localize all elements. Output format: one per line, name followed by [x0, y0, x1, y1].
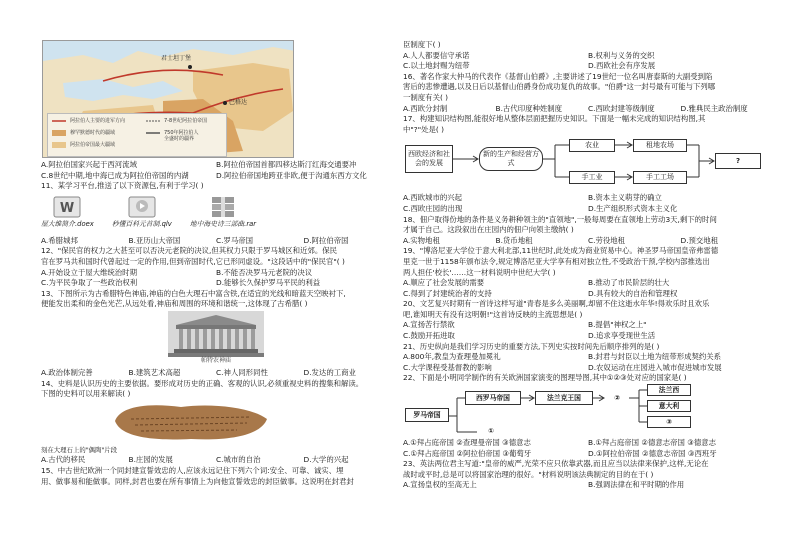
file-name: 地中海史诗三部曲.rar — [189, 219, 257, 228]
option[interactable]: A.宣扬皇权的至高无上 — [403, 480, 477, 490]
option[interactable]: A.政治体制完善 — [41, 367, 93, 377]
option[interactable]: B.权利与义务的交织 — [588, 50, 655, 60]
knowledge-structure-diagram — [403, 137, 773, 191]
europe-evolution-diagram — [403, 386, 773, 436]
option[interactable]: C.西欧庄园的出现 — [403, 203, 463, 213]
q22-options-row1 — [403, 438, 773, 449]
q16-line: 一制度有关( ) — [403, 92, 449, 102]
q19-options-row1 — [403, 278, 773, 289]
option[interactable]: B.①拜占庭帝国 ②德意志帝国 ③德意志 — [588, 438, 717, 448]
option[interactable]: B.货币地租 — [495, 235, 533, 245]
q15-line: 用、做事易和能做事。同样,封君也要在所有事情上为向他宣誓效忠的封臣做事。这说明在封君封 — [41, 476, 354, 486]
option[interactable]: A.西欧城市的兴起 — [403, 193, 463, 203]
temple-photo — [41, 311, 391, 367]
q16-line: 16、著名作家大仲马的代表作《基督山伯爵》,主要讲述了19世纪一位名叫唐泰斯的大副受到陷 — [403, 71, 713, 81]
box-factory: 手工工场 — [633, 171, 687, 184]
marker-3: ③ — [647, 416, 691, 428]
option[interactable]: B.不能否决罗马元老院的决议 — [216, 267, 313, 277]
q14-line: 下图的史料可以用来解读( ) — [41, 389, 131, 399]
q23-line: 战时或平时,总是可以将国家治理的很好。"材料说明该法典制定的目的在于( ) — [403, 469, 654, 479]
q19-line: 19、"博洛尼亚大学位于意大利北部,11世纪时,此处成为商业贸易中心。神圣罗马帝国皇帝弗雷德 — [403, 246, 719, 256]
option[interactable]: D.阿拉伯帝国地跨亚非欧,便于沟通东西方文化 — [216, 170, 367, 180]
q15-line: 15、中古世纪欧洲一个同封建宣誓效忠的人,应该永远记住下列六个词:安全、可靠、诚实、埋 — [41, 465, 344, 475]
option[interactable]: D.雅典民主政治制度 — [680, 103, 748, 113]
q23-line: 23、英法两位君主写道:"皇帝的威严,光荣不应只依靠武器,而且应当以法律来保护,这样,无论在 — [403, 459, 709, 469]
option[interactable]: B.建筑艺术高超 — [128, 367, 181, 377]
q20-options-row2 — [403, 331, 773, 342]
map-legend — [47, 113, 227, 157]
video-file-icon — [124, 194, 160, 220]
option[interactable]: B.阿拉伯帝国首都四移达斯汀红海交通要冲 — [216, 160, 357, 169]
box-farm: 租地农场 — [633, 139, 687, 152]
q12-line: 官在罗马共和国时代曾起过一定的作用,但到帝国时代,它已形同虚设。"这段话中的"保民官"( ) — [41, 256, 345, 266]
option[interactable]: C.城市的自治 — [216, 455, 261, 465]
legend-item: 7-8世纪阿拉伯帝国 — [164, 118, 208, 124]
option[interactable]: D.具有较大的自治和管理权 — [588, 288, 678, 298]
map-label-constantinople: 君士坦丁堡 — [161, 55, 192, 62]
q11-resource-files — [41, 194, 391, 236]
q11-options — [41, 236, 391, 247]
q12-options-row1 — [41, 268, 391, 279]
q16-line: 害后的悲惨遭遇,以及日后以基督山伯爵身份成功复仇的故事。"伯爵"这一封号最有可能与下列哪 — [403, 82, 716, 92]
option[interactable]: B.强调法律在和平时期的作用 — [588, 480, 685, 490]
arab-empire-map — [42, 40, 294, 158]
file-name: 秒懂百科元首制.qlv — [111, 219, 172, 228]
option[interactable]: C.①拜占庭帝国 ②阿拉伯帝国 ③葡萄牙 — [403, 448, 532, 458]
option[interactable]: B.庄园的发展 — [128, 455, 173, 465]
q16-options — [403, 104, 773, 115]
q10-options-row2 — [41, 171, 391, 182]
option[interactable]: A.实物地租 — [403, 235, 440, 245]
option[interactable]: B.推动了市民阶层的壮大 — [588, 278, 670, 288]
box-agriculture: 农业 — [569, 139, 615, 152]
q18-line: 18、佃户取得份地的条件是义务耕种领主的"直领地",一般每周要在直领地上劳动3天,剩下的时间 — [403, 214, 717, 224]
q19-options-row2 — [403, 289, 773, 300]
legend-item: 穆罕默德时代的疆域 — [70, 130, 116, 136]
option[interactable]: B.提倡"神权之上" — [588, 320, 647, 330]
option[interactable]: D.阿拉伯帝国 — [303, 235, 349, 245]
option[interactable]: A.800年,教皇为查理曼加冕礼 — [403, 352, 501, 362]
option[interactable]: B.古代印度种姓制度 — [495, 103, 563, 113]
q17-line: 中"?"处是( ) — [403, 124, 445, 134]
option[interactable]: A.希腊城邦 — [41, 235, 78, 245]
q20-options-row1 — [403, 320, 773, 331]
option[interactable]: A.①拜占庭帝国 ②查理曼帝国 ③德意志 — [403, 438, 531, 448]
option[interactable]: A.宣扬苦行禁欲 — [403, 320, 455, 330]
box-france: 法兰西 — [647, 384, 691, 396]
option[interactable]: C.西欧封建等级制度 — [588, 103, 655, 113]
q12-line: 12、"保民官的权力之大甚至可以否决元老院的决议,但其权力只限于罗马城区和近郊。保民 — [41, 246, 338, 256]
option[interactable]: C.大学课程受基督教的影响 — [403, 362, 492, 372]
file-word[interactable] — [41, 194, 94, 236]
map-label-baghdad: 巴格达 — [229, 99, 248, 106]
legend-item: 全盛时的疆界 — [164, 136, 195, 142]
q21-options-row1 — [403, 352, 773, 363]
temple-caption: 帕特农神庙 — [200, 356, 231, 364]
option[interactable]: C.8世纪中期,地中海已成为阿拉伯帝国的内湖 — [41, 170, 189, 180]
parthenon-image — [168, 311, 264, 357]
box-roman-empire: 罗马帝国 — [405, 408, 449, 422]
option[interactable]: A.古代的移民 — [41, 455, 86, 465]
option[interactable]: A.人人都要信守承诺 — [403, 50, 470, 60]
q13-line: 13、下图所示为古希腊特色神庙,神庙的白色大理石中富含铁,在适宜的光线和暗蓝天空映衬下, — [41, 288, 346, 298]
q22-options-row2 — [403, 449, 773, 460]
option[interactable]: D.农奴运动在庄园进入城市促进城市发展 — [588, 362, 722, 372]
q14-options — [41, 455, 391, 466]
q18-line: 才属于自己。这段叙出在庄园内的佃户向领主缴纳( ) — [403, 225, 574, 235]
q19-line: 两人担任'校长'……这一材料说明中世纪大学( ) — [403, 267, 556, 277]
option[interactable]: C.神人同形同性 — [216, 367, 268, 377]
option[interactable]: C.以土地封赐为纽带 — [403, 61, 470, 71]
q15-continued: 臣制度下( ) — [403, 40, 441, 49]
option[interactable]: D.生产组织形式资本主义化 — [588, 203, 678, 213]
option[interactable]: B.资本主义萌芽的确立 — [588, 193, 662, 203]
box-new-mode: 新的生产和经营方式 — [479, 147, 543, 171]
q11-stem: 11、某学习平台,推送了以下资源包,有利于学习( ) — [41, 181, 204, 191]
box-question: ? — [715, 153, 761, 169]
option[interactable]: C.罗马帝国 — [216, 235, 254, 245]
box-economy: 西欧经济和社会的发展 — [405, 145, 453, 173]
right-column — [403, 40, 773, 491]
archive-file-icon — [205, 194, 241, 220]
tablet-image — [111, 401, 271, 443]
q13-options — [41, 368, 391, 379]
q17-options-row2 — [403, 204, 773, 215]
box-italy: 意大利 — [647, 400, 691, 412]
q17-line: 17、构建知识结构图,能很好地从整体层面把握历史知识。下面是一幅未完成的知识结构图,其 — [403, 114, 706, 124]
q15-options-row1 — [403, 51, 773, 62]
q23-options-row1 — [403, 480, 773, 491]
option[interactable]: A.西欧分封制 — [403, 103, 448, 113]
option[interactable]: C.得到了封建统治者的支持 — [403, 288, 492, 298]
legend-item: 阿拉伯帝国最大疆域 — [70, 142, 116, 148]
box-handicraft: 手工业 — [569, 171, 615, 184]
legend-item: 750年阿拉伯人 — [164, 130, 199, 136]
legend-swatches — [48, 114, 228, 158]
option[interactable]: C.为平民争取了一些政治权利 — [41, 278, 138, 288]
option[interactable]: C.鼓励开拓进取 — [403, 331, 455, 341]
option[interactable]: D.大学的兴起 — [303, 455, 349, 465]
clay-tablet-photo — [41, 401, 391, 445]
q18-options — [403, 236, 773, 247]
svg-text:W: W — [60, 200, 75, 216]
option[interactable]: D.西欧社会有序发展 — [588, 61, 656, 71]
option[interactable]: A.顺应了社会发展的需要 — [403, 278, 485, 288]
q21-stem: 21、历史纵向是我们学习历史的重要方法,下列史实按时间先后顺序排列的是( ) — [403, 341, 660, 351]
option[interactable]: D.①阿拉伯帝国 ②德意志帝国 ③西班牙 — [588, 448, 717, 458]
file-archive[interactable] — [190, 194, 256, 236]
legend-item: 阿拉伯人主要的进军方向 — [70, 118, 126, 124]
box-western-roman-empire: 西罗马帝国 — [465, 391, 521, 405]
tablet-caption: 刻在大理石上的"偶陶"片段 — [41, 445, 118, 454]
option[interactable]: A.阿拉伯国家兴起于西河流域 — [41, 160, 137, 169]
q14-line: 14、史料是认识历史的主要依据。要形成对历史的正确、客观的认识,必须重视史料的搜集和解读。 — [41, 378, 364, 388]
q10-options-row1 — [41, 160, 391, 171]
q22-stem: 22、下面是小明同学制作的有关欧洲国家演变的图理导图,其中①②③处对应的国家是( ) — [403, 373, 687, 383]
option[interactable]: B.封君与封臣以土地为纽带形成契约关系 — [588, 352, 722, 362]
q17-options-row1 — [403, 193, 773, 204]
marker-2: ② — [605, 391, 629, 405]
word-document-icon — [49, 194, 85, 220]
option[interactable]: B.亚历山大帝国 — [128, 235, 181, 245]
q12-options-row2 — [41, 278, 391, 289]
q15-options-row2 — [403, 61, 773, 72]
box-frankish-kingdom: 法兰克王国 — [535, 391, 593, 405]
q19-line: 里克一世于1158年颁布法令,规定博洛尼亚大学享有相对独立性,不受政治干预,学校内部推选出 — [403, 256, 710, 266]
q20-line: 吧,谁知明天有没有这明朝!"这首诗反映的主流思想是( ) — [403, 309, 583, 319]
option[interactable]: D.发达的工商业 — [303, 367, 356, 377]
file-video[interactable] — [112, 194, 172, 236]
option[interactable]: D.预交地租 — [680, 235, 719, 245]
left-column — [41, 40, 391, 487]
q13-line: 便能发出柔和的金色光芒,从远处看,神庙和周围的环境和谐统一,这体现了古希腊( ) — [41, 299, 308, 309]
option[interactable]: D.追求享受现世生活 — [588, 331, 656, 341]
marker-1: ① — [479, 425, 503, 437]
q20-line: 20、文艺复兴时期有一首诗这样写道"青春是多么美丽啊,却留不住这逝水年华!得欢乐时且欢乐 — [403, 299, 710, 309]
option[interactable]: C.劳役地租 — [588, 235, 626, 245]
option[interactable]: D.能够长久保护罗马平民的利益 — [216, 278, 321, 288]
option[interactable]: A.开始设立于屋大维统治时期 — [41, 267, 137, 277]
q21-options-row2 — [403, 363, 773, 374]
file-name: 屋大维简介.doex — [41, 219, 94, 228]
